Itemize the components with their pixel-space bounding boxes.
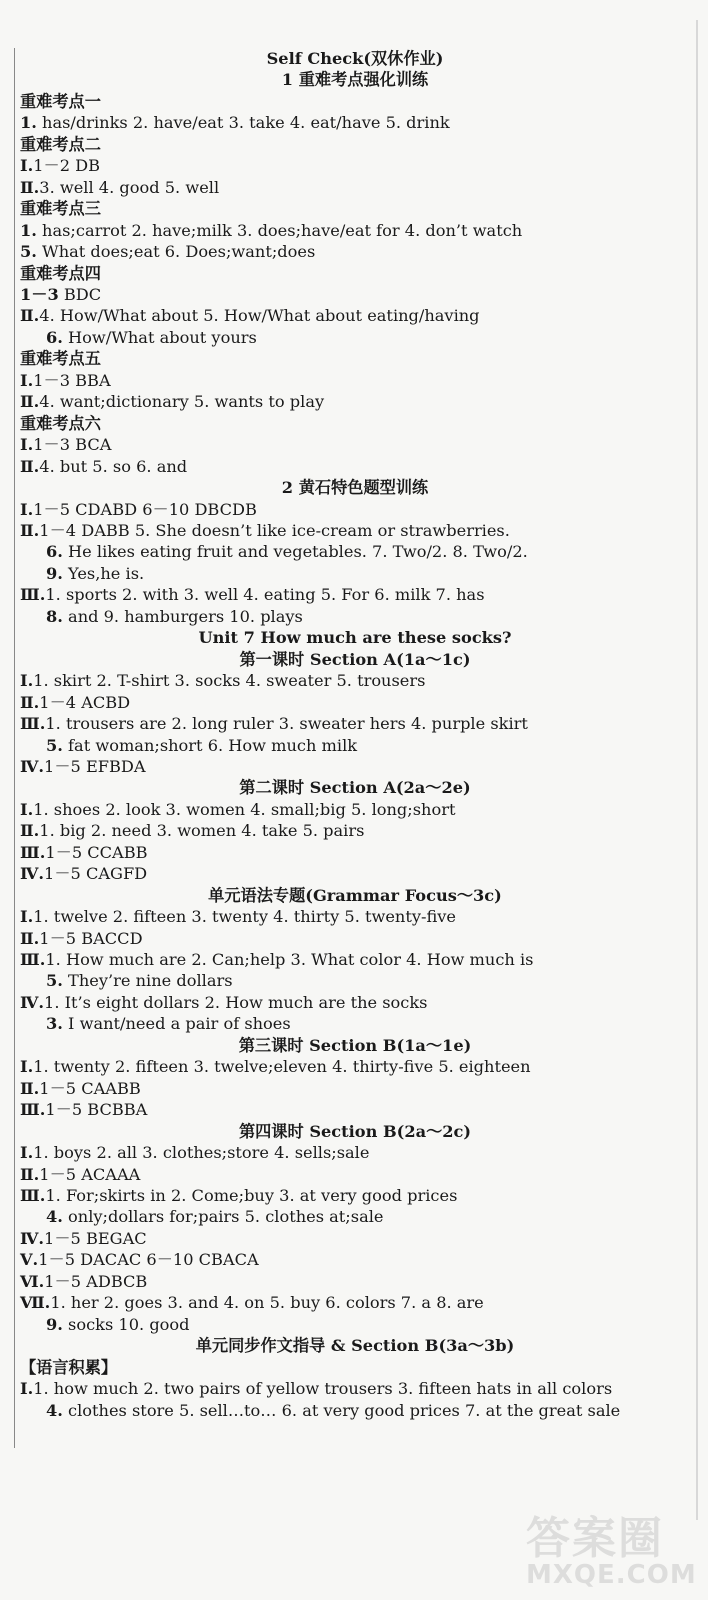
answer-line	[20, 284, 690, 305]
answer-line	[20, 241, 690, 262]
left-margin-line	[14, 48, 15, 1448]
answer-label: Ⅰ.	[20, 370, 34, 390]
answer-text: He likes eating fruit and vegetables. 7. Two/2. 8. Two/2.	[62, 542, 528, 562]
answer-label: Ⅲ.	[20, 1186, 46, 1206]
watermark-text: 答案圈	[526, 1513, 664, 1564]
answer-text: 1－5 BCBBA	[45, 1100, 148, 1120]
answer-text: BDC	[58, 284, 102, 304]
answer-text: 1－5 DACAC 6－10 CBACA	[38, 1250, 259, 1270]
answer-line	[20, 713, 690, 734]
subsection-heading: 重难考点五	[20, 349, 101, 369]
answer-label: Ⅰ.	[20, 1379, 34, 1399]
answer-line	[20, 1078, 690, 1099]
section-heading: 单元同步作文指导 & Section B(3a～3b)	[195, 1336, 515, 1356]
answer-line	[20, 112, 690, 133]
answer-text: 1. big 2. need 3. women 4. take 5. pairs	[39, 821, 365, 841]
answer-label: Ⅲ.	[20, 585, 46, 605]
answer-text: has/drinks 2. have/eat 3. take 4. eat/have 5. drink	[36, 113, 450, 133]
answer-label: Ⅱ.	[20, 692, 40, 712]
section-heading: 2 黄石特色题型训练	[281, 478, 429, 498]
answer-label: 5.	[46, 735, 63, 755]
answer-text: 1－5 ACAAA	[39, 1164, 141, 1184]
answer-label: Ⅲ.	[20, 1100, 46, 1120]
answer-text: 1. It’s eight dollars 2. How much are the socks	[44, 992, 428, 1012]
section-heading: 单元语法专题(Grammar Focus～3c)	[208, 885, 502, 905]
answer-line	[20, 992, 690, 1013]
answer-line	[20, 1099, 690, 1120]
answer-text: 4. How/What about 5. How/What about eating/having	[39, 306, 480, 326]
answer-text: 1－4 ACBD	[39, 692, 131, 712]
answer-label: Ⅰ.	[20, 671, 34, 691]
answer-label: 9.	[46, 563, 63, 583]
section-heading: 第一课时 Section A(1a～1c)	[239, 649, 471, 669]
answer-label: 8.	[46, 606, 63, 626]
answer-label: Ⅱ.	[20, 456, 40, 476]
answer-label: Ⅶ.	[20, 1293, 51, 1313]
answer-line	[20, 1142, 690, 1163]
section-heading: Self Check(双休作业)	[266, 49, 444, 68]
answer-label: 9.	[46, 1314, 63, 1334]
answer-line	[20, 220, 690, 241]
answer-line	[20, 799, 690, 820]
section-heading: 第三课时 Section B(1a～1e)	[238, 1035, 472, 1055]
answer-text: 4. want;dictionary 5. wants to play	[39, 392, 325, 412]
answer-line	[20, 1228, 690, 1249]
answer-label: Ⅱ.	[20, 928, 40, 948]
answer-text: 1－3 BCA	[33, 435, 112, 455]
answer-text: 1－5 BACCD	[39, 928, 143, 948]
answer-text: 1. trousers are 2. long ruler 3. sweater hers 4. purple skirt	[45, 714, 528, 734]
subsection-heading: 重难考点四	[20, 263, 101, 283]
answer-text: 1－5 ADBCB	[44, 1271, 148, 1291]
answer-line	[20, 928, 690, 949]
answer-text: socks 10. good	[62, 1314, 190, 1334]
answer-label: Ⅵ.	[20, 1271, 45, 1291]
answer-line	[20, 1056, 690, 1077]
answer-text: They’re nine dollars	[62, 971, 233, 991]
answer-label: Ⅲ.	[20, 714, 46, 734]
answer-label: 3.	[46, 1014, 63, 1034]
answer-text: 1－5 CCABB	[45, 842, 148, 862]
answer-content	[20, 48, 690, 1421]
answer-text: What does;eat 6. Does;want;does	[36, 242, 316, 262]
answer-line	[20, 842, 690, 863]
answer-text: 1－5 CAGFD	[44, 864, 148, 884]
answer-line	[20, 1400, 690, 1421]
answer-line	[20, 692, 690, 713]
section-heading: 第四课时 Section B(2a～2c)	[238, 1121, 472, 1141]
answer-text: only;dollars for;pairs 5. clothes at;sale	[62, 1207, 384, 1227]
answer-line	[20, 1249, 690, 1270]
watermark-url: MXQE.COM	[526, 1560, 697, 1590]
answer-text: Yes,he is.	[62, 563, 145, 583]
answer-text: 1. How much are 2. Can;help 3. What color 4. How much is	[45, 950, 534, 970]
answer-line	[20, 584, 690, 605]
answer-label: 1.	[20, 113, 37, 133]
answer-line	[20, 670, 690, 691]
subsection-heading: 重难考点三	[20, 199, 101, 219]
answer-line	[20, 1271, 690, 1292]
answer-text: 1－3 BBA	[33, 370, 111, 390]
answer-label: Ⅰ.	[20, 156, 34, 176]
answer-label: 5.	[20, 242, 37, 262]
answer-text: 1. twenty 2. fifteen 3. twelve;eleven 4. thirty-five 5. eighteen	[33, 1057, 531, 1077]
answer-line	[20, 756, 690, 777]
answer-label: Ⅱ.	[20, 306, 40, 326]
answer-text: 1. boys 2. all 3. clothes;store 4. sells;sale	[33, 1143, 370, 1163]
answer-label: 5.	[46, 971, 63, 991]
answer-label: Ⅲ.	[20, 842, 46, 862]
answer-line	[20, 906, 690, 927]
subsection-heading: 重难考点二	[20, 134, 101, 154]
answer-label: Ⅰ.	[20, 1057, 34, 1077]
watermark-logo	[526, 1502, 696, 1592]
answer-text: 1. how much 2. two pairs of yellow trousers 3. fifteen hats in all colors	[33, 1379, 613, 1399]
answer-line	[20, 1378, 690, 1399]
section-heading: 第二课时 Section A(2a～2e)	[239, 778, 471, 798]
answer-line	[20, 970, 690, 991]
answer-line	[20, 820, 690, 841]
answer-text: 1－2 DB	[33, 156, 101, 176]
answer-line	[20, 541, 690, 562]
answer-label: Ⅴ.	[20, 1250, 39, 1270]
answer-text: clothes store 5. sell…to… 6. at very good prices 7. at the great sale	[62, 1400, 621, 1420]
section-heading: Unit 7 How much are these socks?	[198, 628, 512, 648]
subsection-heading: 重难考点六	[20, 413, 101, 433]
answer-line	[20, 606, 690, 627]
answer-label: Ⅰ.	[20, 435, 34, 455]
answer-line	[20, 1185, 690, 1206]
subsection-heading: 【语言积累】	[20, 1357, 118, 1377]
answer-label: Ⅰ.	[20, 907, 34, 927]
answer-text: 1. skirt 2. T-shirt 3. socks 4. sweater 5. trousers	[33, 671, 426, 691]
answer-line	[20, 563, 690, 584]
answer-line	[20, 305, 690, 326]
answer-label: Ⅰ.	[20, 1143, 34, 1163]
answer-label: Ⅱ.	[20, 520, 40, 540]
answer-label: 6.	[46, 327, 63, 347]
answer-line	[20, 1013, 690, 1034]
answer-label: 1－3	[20, 284, 59, 304]
answer-label: Ⅱ.	[20, 392, 40, 412]
answer-line	[20, 155, 690, 176]
answer-line	[20, 499, 690, 520]
answer-label: Ⅰ.	[20, 499, 34, 519]
answer-label: 4.	[46, 1207, 63, 1227]
answer-text: fat woman;short 6. How much milk	[62, 735, 358, 755]
answer-line	[20, 177, 690, 198]
answer-line	[20, 327, 690, 348]
answer-label: Ⅲ.	[20, 950, 46, 970]
answer-text: I want/need a pair of shoes	[62, 1014, 291, 1034]
answer-line	[20, 735, 690, 756]
answer-text: 1－5 CAABB	[39, 1078, 141, 1098]
answer-label: Ⅳ.	[20, 864, 45, 884]
answer-label: 4.	[46, 1400, 63, 1420]
section-heading: 1 重难考点强化训练	[281, 70, 429, 90]
answer-text: 1－5 CDABD 6－10 DBCDB	[33, 499, 257, 519]
subsection-heading: 重难考点一	[20, 91, 101, 111]
answer-line	[20, 456, 690, 477]
answer-text: 1－5 BEGAC	[44, 1228, 147, 1248]
answer-line	[20, 434, 690, 455]
answer-text: 1－4 DABB 5. She doesn’t like ice-cream or strawberries.	[39, 520, 510, 540]
answer-text: 4. but 5. so 6. and	[39, 456, 188, 476]
answer-label: 1.	[20, 220, 37, 240]
answer-text: 3. well 4. good 5. well	[39, 177, 220, 197]
answer-label: Ⅳ.	[20, 756, 45, 776]
answer-text: and 9. hamburgers 10. plays	[62, 606, 303, 626]
answer-text: 1. sports 2. with 3. well 4. eating 5. For 6. milk 7. has	[45, 585, 485, 605]
answer-label: Ⅳ.	[20, 992, 45, 1012]
answer-label: 6.	[46, 542, 63, 562]
answer-label: Ⅰ.	[20, 799, 34, 819]
answer-line	[20, 391, 690, 412]
answer-line	[20, 1292, 690, 1313]
answer-label: Ⅱ.	[20, 1164, 40, 1184]
right-margin-shadow	[696, 20, 698, 1520]
answer-text: has;carrot 2. have;milk 3. does;have/eat for 4. don’t watch	[36, 220, 523, 240]
answer-line	[20, 1164, 690, 1185]
answer-label: Ⅱ.	[20, 821, 40, 841]
answer-text: 1. For;skirts in 2. Come;buy 3. at very good prices	[45, 1186, 458, 1206]
answer-text: How/What about yours	[62, 327, 257, 347]
answer-text: 1－5 EFBDA	[44, 756, 146, 776]
answer-line	[20, 1206, 690, 1227]
answer-line	[20, 949, 690, 970]
answer-line	[20, 1314, 690, 1335]
answer-line	[20, 370, 690, 391]
answer-text: 1. her 2. goes 3. and 4. on 5. buy 6. colors 7. a 8. are	[50, 1293, 484, 1313]
answer-line	[20, 520, 690, 541]
answer-label: Ⅱ.	[20, 177, 40, 197]
answer-line	[20, 863, 690, 884]
answer-text: 1. twelve 2. fifteen 3. twenty 4. thirty 5. twenty-five	[33, 907, 456, 927]
answer-label: Ⅱ.	[20, 1078, 40, 1098]
answer-label: Ⅳ.	[20, 1228, 45, 1248]
answer-text: 1. shoes 2. look 3. women 4. small;big 5. long;short	[33, 799, 456, 819]
